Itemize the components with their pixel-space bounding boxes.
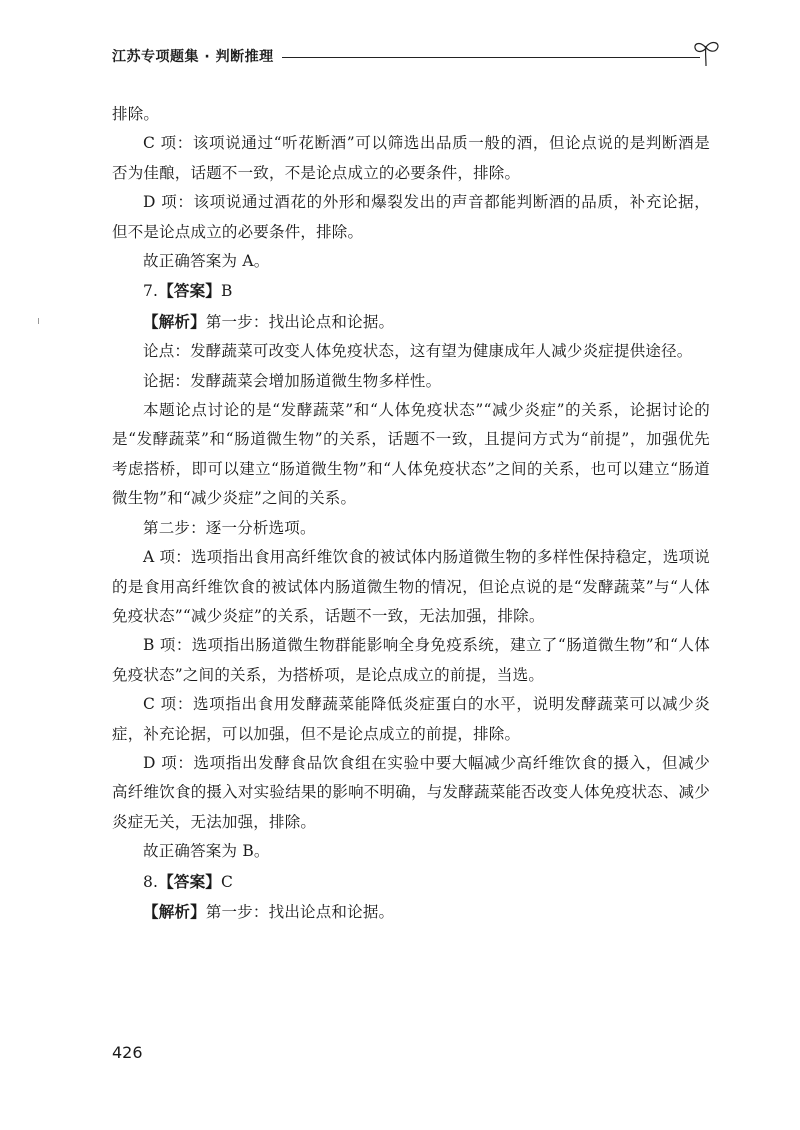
analysis-line: [112, 307, 710, 337]
page-number: 426: [112, 1043, 143, 1062]
answer-line-8: [112, 867, 710, 897]
paragraph: D 项：选项指出发酵食品饮食组在实验中要大幅减少高纤维饮食的摄入，但减少高纤维饮食的摄入对实验结果的影响不明确，与发酵蔬菜能否改变人体免疫状态、减少炎症无关，无法加强，排除。: [112, 753, 710, 831]
answer-tag: 【答案】: [158, 871, 222, 891]
paragraph: 故正确答案为 A。: [143, 252, 270, 271]
paragraph: 本题论点讨论的是“发酵蔬菜”和“人体免疫状态”“减少炎症”的关系，论据讨论的是“发酵蔬菜”和“肠道微生物”的关系，话题不一致，且提问方式为“前提”，加强优先考虑搭桥，即可以建立“肠道微生物”和“人体免疫状态”之间的关系，也可以建立“肠道微生物”和“减少炎症”之间的关系。: [112, 401, 710, 508]
answer-explanation-body: [112, 100, 710, 927]
analysis-step: 第一步：找出论点和论据。: [205, 312, 395, 331]
paragraph: 论据：发酵蔬菜会增加肠道微生物多样性。: [143, 371, 442, 390]
analysis-step: 第一步：找出论点和论据。: [205, 902, 395, 921]
paragraph: C 项：选项指出食用发酵蔬菜能降低炎症蛋白的水平，说明发酵蔬菜可以减少炎症，补充论据，可以加强，但不是论点成立的前提，排除。: [112, 695, 710, 743]
answer-line-7: [112, 276, 710, 306]
analysis-line: [112, 897, 710, 927]
paragraph: 论点：发酵蔬菜可改变人体免疫状态，这有望为健康成年人减少炎症提供途径。: [143, 342, 693, 361]
paragraph: A 项：选项指出食用高纤维饮食的被试体内肠道微生物的多样性保持稳定，选项说的是食用高纤维饮食的被试体内肠道微生物的情况，但论点说的是“发酵蔬菜”与“人体免疫状态”“减少炎症”的关系，话题不一致，无法加强，排除。: [112, 548, 710, 625]
header-rule: [282, 57, 700, 58]
running-header: [112, 44, 720, 72]
header-title: 江苏专项题集 · 判断推理: [112, 49, 274, 65]
paragraph: B 项：选项指出肠道微生物群能影响全身免疫系统，建立了“肠道微生物”和“人体免疫状态”之间的关系，为搭桥项，是论点成立的前提，当选。: [112, 636, 710, 684]
paragraph: 第二步：逐一分析选项。: [143, 518, 316, 537]
sprout-icon: [690, 38, 722, 68]
question-number: 7.: [143, 282, 159, 301]
margin-mark: [38, 318, 39, 324]
answer-value: C: [221, 872, 234, 891]
paragraph: 故正确答案为 B。: [143, 842, 270, 861]
paragraph: 排除。: [112, 105, 160, 123]
answer-tag: 【答案】: [158, 281, 222, 301]
paragraph: D 项：该项说通过酒花的外形和爆裂发出的声音都能判断酒的品质，补充论据，但不是论点成立的必要条件，排除。: [112, 193, 710, 241]
analysis-tag: 【解析】: [143, 311, 206, 331]
paragraph: C 项：该项说通过“听花断酒”可以筛选出品质一般的酒，但论点说的是判断酒是否为佳酿，话题不一致，不是论点成立的必要条件，排除。: [112, 134, 710, 182]
question-number: 8.: [143, 872, 159, 891]
answer-value: B: [221, 282, 233, 301]
analysis-tag: 【解析】: [143, 901, 206, 921]
